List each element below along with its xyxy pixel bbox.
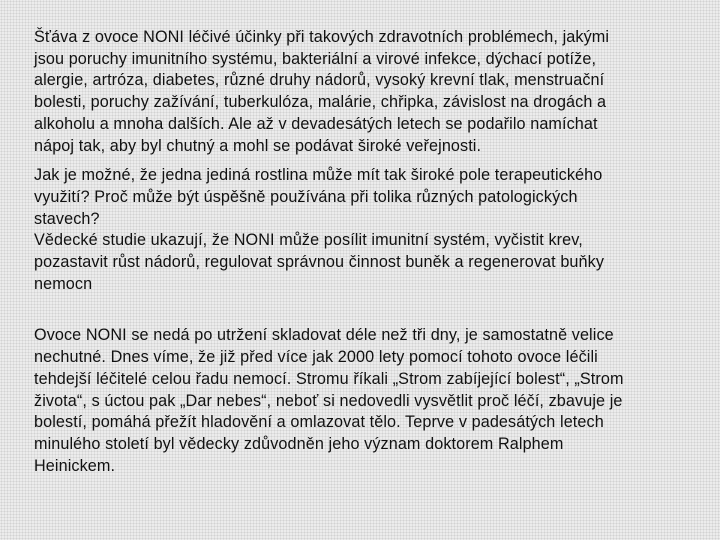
paragraph-noni-benefits: Šťáva z ovoce NONI léčivé účinky při takových zdravotních problémech, jakými jsou poruchy imunitního systému, bakteriální a virové infekce, dýchací potíže, alergie, artróza, diabetes, různé druhy nádorů, vysoký krevní tlak, menstruační bolesti, poruchy zažívání, tuberkulóza, malárie, chřipka, závislost na drogách a alkoholu a mnoha dalších. Ale až v devadesátých letech se podařilo namíchat nápoj tak, aby byl chutný a mohl se podávat široké veřejnosti. xyxy=(34,28,610,155)
paragraph-spacer xyxy=(34,295,694,325)
paragraph-spacer xyxy=(34,157,694,165)
paragraph-noni-history: Ovoce NONI se nedá po utržení skladovat déle než tři dny, je samostatně velice nechutné. Dnes víme, že již před více jak 2000 lety pomocí tohoto ovoce léčili tehdejší léčitelé celou řadu nemocí. Stromu říkali „Strom zabíjející bolest“, „Strom života“, s úctou pak „Dar nebes“, neboť si nedovedli vysvětlit proč léčí, zbavuje je bolestí, pomáhá přežít hladovění a omlazovat tělo. Teprve v padesátých letech minulého století byl vědecky zdůvodněn jeho význam doktorem Ralphem Heinickem. xyxy=(34,326,624,475)
paragraph-scientific-studies: Jak je možné, že jedna jediná rostlina může mít tak široké pole terapeutického využití? Proč může být úspěšně používána při tolika různých patologických stavech? Vědecké studie ukazují, že NONI může posílit imunitní systém, vyčistit krev, pozastavit růst nádorů, regulovat správnou činnost buněk a regenerovat buňky nemocn xyxy=(34,166,605,293)
slide-text-body xyxy=(34,27,694,477)
